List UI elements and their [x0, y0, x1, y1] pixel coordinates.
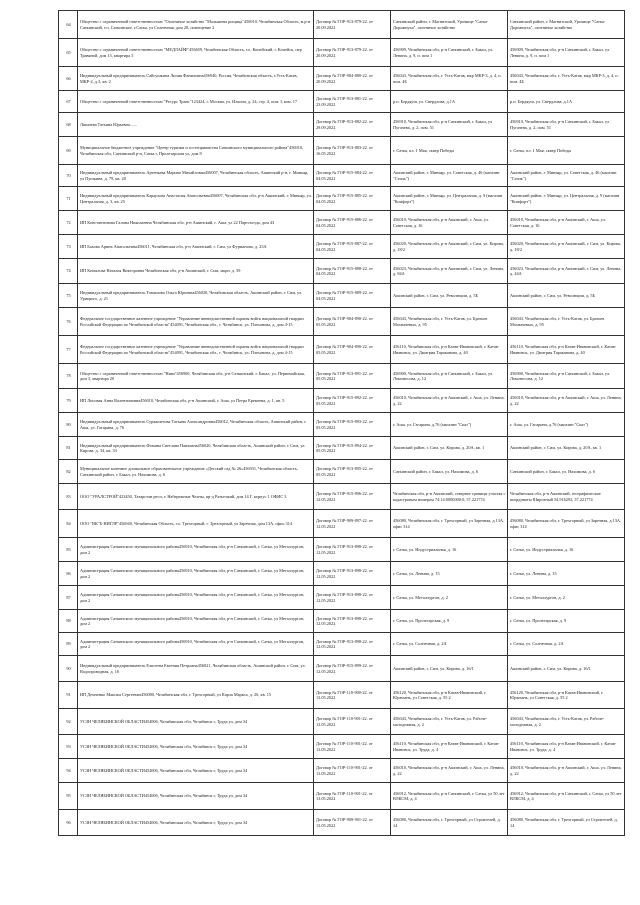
owner-cell: УСЗН ЧЕЛЯБИНСКОЙ ОБЛАСТИ454006, Челябинская обл, Челябинск г, Труда ул, дом 34	[78, 783, 314, 810]
owner-cell: Индивидуальный предприниматель Фомина Светлана Павловна456020, Челябинская область, Ашинский район, г. Сим, ул. Кирова, д. 34, кв. 33	[78, 437, 314, 460]
table-row	[59, 759, 625, 783]
location-cell: 456910, Челябинская обл, р-н Саткинский, г. Бакал, ул Пугачева, д. 2, пом. 51	[508, 113, 625, 137]
location-cell: р.п. Бердяуш, ул. Свердлова, д.1А	[508, 91, 625, 113]
owner-cell: Индивидуальный предприниматель Томашова Ольга Юрьевна456020, Челябинская область, Ашинский район, г. Сим, ул. Урицкого, д. 21	[78, 284, 314, 308]
table-row	[59, 610, 625, 633]
table-row	[59, 413, 625, 437]
row-number: 89	[59, 633, 78, 656]
owner-cell: Индивидуальный предприниматель Караулова Анастасия Анатольевна456007, Челябинская обл, р-н Ашинский, г. Миньяр, ул. Центральная, д. 3, кв. 25	[78, 187, 314, 211]
row-number: 65	[59, 39, 78, 67]
location-cell: Ашинский район, г. Миньяр, ул. Советская, д. 46 (магазин "Стиль")	[508, 165, 625, 187]
location-cell: 456023, Челябинская обл, р-н Ашинский, г. Сим, ул. Ленина, д. 44А	[508, 259, 625, 284]
row-number: 94	[59, 759, 78, 783]
table-row	[59, 562, 625, 586]
owner-cell: УСЗН ЧЕЛЯБИНСКОЙ ОБЛАСТИ454006, Челябинская обл, Челябинск г, Труда ул, дом 34	[78, 759, 314, 783]
row-number: 96	[59, 810, 78, 836]
address-cell: г. Сатка, ул. Металлургов, д. 2	[391, 586, 508, 610]
owner-cell: Лишнева Татьяна Юрьевна.......	[78, 113, 314, 137]
contract-cell: Договор № ГОР-110-900-22. от 13.05.2022	[314, 682, 391, 709]
table-row	[59, 187, 625, 211]
owner-cell: Администрация Саткинского муниципального района456910, Челябинская обл, р-н Саткинский, г. Сатка, ул Металлургов, дом 2	[78, 610, 314, 633]
contract-cell: Договор № ГОР-915-896-22. от 12.05.2022	[314, 484, 391, 510]
owner-cell: ИП Бахова Арина Анатольевна456011, Челябинская обл, р-н Ашинский, г. Сим, ул Фурманова, д. 23А	[78, 235, 314, 259]
address-cell: 456910, Челябинская обл, р-н Саткинский, г. Бакал, ул Пугачева, д. 2, пом. 51	[391, 113, 508, 137]
address-cell: 456043, Челябинская обл, г. Усть-Катав, мкр МКР-3, д. 4, п. пом. 4Б	[391, 67, 508, 91]
contract-cell: Договор № ГОР-915-885-22. от 04.05.2022	[314, 187, 391, 211]
row-number: 77	[59, 336, 78, 364]
address-cell: 456912, Челябинская обл, р-н Саткинский, г. Сатка, ул 50 лет ВЛКСМ, д. 4	[391, 783, 508, 810]
contract-cell: Договор № ГОР-913-898-22. от 12.05.2022	[314, 610, 391, 633]
address-cell: 456043, Челябинская обл, г. Усть-Катав, ул. Рабоче-молодежная, д. 2	[391, 709, 508, 735]
address-cell: г. Сатка, ул. Солнечная, д. 2А	[391, 633, 508, 656]
address-cell: 456900, Челябинская обл, р-н Саткинский, г. Бакал, ул. Ломоносова, д. 12	[391, 364, 508, 389]
table-row	[59, 709, 625, 735]
contract-cell: Договор № ГОР-913-882-22. от 29.09.2022	[314, 113, 391, 137]
address-cell: 456010, Челябинская обл, р-н Ашинский, г. Аша, ул. Ленина, д. 22	[391, 759, 508, 783]
registry-table	[58, 10, 625, 836]
contract-cell: Договор № ГОР-110-901-22. от 13.05.2022	[314, 759, 391, 783]
table-row	[59, 389, 625, 413]
row-number: 91	[59, 682, 78, 709]
row-number: 88	[59, 610, 78, 633]
owner-cell: ООО "ВК"Б-НИГЛР"456940, Челябинская Область, г.о. Трехгорный, г. Трехгорный, ул Заречная, дом 13А, офис 314	[78, 510, 314, 538]
contract-cell: Договор № ГОР-913-898-22. от 12.05.2022	[314, 586, 391, 610]
owner-cell: ИП Константинова Галина Николаевна Челябинская обл, р-н Ашинский, г. Аша, ул 22 Партсъезда, дом 43	[78, 211, 314, 235]
owner-cell: Администрация Саткинского муниципального района456910, Челябинская обл, р-н Саткинский, г. Сатка, ул Металлургов, дом 2	[78, 586, 314, 610]
location-cell: 456080, Челябинская обл, г. Трехгорный, ул Строителей, д. 14	[508, 810, 625, 836]
location-cell: Ашинский район, г. Сим, ул. Кирова, д. 20А, кв. 1	[508, 437, 625, 460]
table-row	[59, 510, 625, 538]
location-cell: 456010, Челябинская обл, р-н Ашинский, г. Аша, ул. Ленина, д. 22	[508, 389, 625, 413]
table-row	[59, 783, 625, 810]
location-cell: 456110, Челябинская обл, р-н Катав-Ивановский, г. Катав-Ивановск, ул. Труда, д. 4	[508, 735, 625, 759]
location-cell: Саткинский район, г. Бакал, ул. Нахимова, д. 6	[508, 460, 625, 484]
row-number: 67	[59, 91, 78, 113]
address-cell: Ашинский район, г. Сим, ул. Кирова, д. 20А, кв. 1	[391, 437, 508, 460]
address-cell: 456043, Челябинская обл, г. Усть-Катав, ул. Братьев Мохначевых, д. 95	[391, 308, 508, 336]
contract-cell: Договор № ГОР-913-898-22. от 12.05.2022	[314, 538, 391, 562]
contract-cell: Договор № ГОР-913-898-22. от 12.05.2022	[314, 562, 391, 586]
location-cell: 456020, Челябинская обл, р-н Ашинский, г. Сим, ул. Кирова, д. 18/2	[508, 235, 625, 259]
location-cell: 456912, Челябинская обл, р-н Саткинский, г. Сатка, ул 50 лет ВЛКСМ, д. 4	[508, 783, 625, 810]
contract-cell: Договор № ГОР-915-886-22. от 04.05.2022	[314, 211, 391, 235]
owner-cell: Федеральное государственное казенное учреждение "Управление вневедомственной охраны войск национальной гвардии Российской Федерации по Челябинской области"454091, Челябинская обл., г. Челябинск, ул. Плеханова, д. дом 4-15	[78, 308, 314, 336]
location-cell: г. Сатка, ул. Ленина, д. 15	[508, 562, 625, 586]
owner-cell: Индивидуальный предприниматель Елисеева Евгения Петровна456021, Челябинская область, Ашинский район, г. Сим, ул. Водопроводная, д. 16	[78, 656, 314, 682]
row-number: 85	[59, 538, 78, 562]
table-row	[59, 633, 625, 656]
row-number: 84	[59, 510, 78, 538]
location-cell: Ашинский район, г. Сим, ул. Кирова, д. 16/1	[508, 656, 625, 682]
owner-cell: Индивидуальный предприниматель Артеньева Марина Михайловна456007, Челябинская область, Ашинский р-н, г. Миньяр, ул Пушкина, д. 79, кв. 28	[78, 165, 314, 187]
row-number: 92	[59, 709, 78, 735]
location-cell: г. Сатка, ул. Солнечная, д. 2А	[508, 633, 625, 656]
address-cell: Ашинский район, г. Сим, ул. Кирова, д. 16/1	[391, 656, 508, 682]
location-cell: г. Аша, ул. Гагарина, д.76 (магазин "Сказ")	[508, 413, 625, 437]
table-row	[59, 460, 625, 484]
row-number: 86	[59, 562, 78, 586]
location-cell: Ашинский район, г. Сим, ул. Революции, д. 5Б	[508, 284, 625, 308]
contract-cell: Договор № ГОР-909-897-22. от 12.05.2022	[314, 510, 391, 538]
address-cell: Ашинский район, г. Миньяр, ул. Советская, д. 46 (магазин "Стиль")	[391, 165, 508, 187]
address-cell: 456120, Челябинская обл, р-н Катав-Ивановский, г. Юрюзань, ул Советская, д. 55 2	[391, 682, 508, 709]
row-number: 79	[59, 389, 78, 413]
row-number: 75	[59, 284, 78, 308]
row-number: 83	[59, 484, 78, 510]
address-cell: 456080, Челябинская обл, г. Трехгорный, ул Строителей, д. 14	[391, 810, 508, 836]
table-row	[59, 211, 625, 235]
row-number: 95	[59, 783, 78, 810]
owner-cell: Общество с ограниченной ответственностью "Охотничье хозяйство "Малышева рощица"456910, Челябинская Область, м.р-н Саткинский, г.п. Саткинское, г.Сатка, ул Солнечная, дом 28, помещение 2	[78, 11, 314, 39]
address-cell: 456023, Челябинская обл, р-н Ашинский, г. Сим, ул. Ленина, д. 84А	[391, 259, 508, 284]
location-cell: Саткинский район, г. Магнитский, Урочище "Сатка-Дорожнуха", охотничье хозяйство	[508, 11, 625, 39]
table-row	[59, 165, 625, 187]
location-cell: 456120, Челябинская обл, р-н Катав-Ивановский, г. Юрюзань, ул Советская, д. 55 2	[508, 682, 625, 709]
address-cell: Саткинский район, г. Магнитский, Урочище "Сатка-Дорожнуха", охотничье хозяйство	[391, 11, 508, 39]
row-number: 78	[59, 364, 78, 389]
location-cell: г. Сатка, пл. 1 Мая, сквер Победы	[508, 137, 625, 165]
owner-cell: ИП Лисовая Анна Валентиновна456010, Челябинская обл, р-н Ашинский, г. Аша, ул Петра Еремеева, д. 1, кв. 5	[78, 389, 314, 413]
table-row	[59, 810, 625, 836]
location-cell: 456909, Челябинская обл, р-н Саткинский, г. Бакал, ул. Ленина, д. 9, п. пом 1	[508, 39, 625, 67]
owner-cell: Общество с ограниченной ответственностью "Ресурс Транс"123424, г. Москва, ул. Ильича, д. 24, стр. 4, пом. I, ком. 17	[78, 91, 314, 113]
location-cell: 456010, Челябинская обл, р-н Ашинский, г. Аша, ул. Советская, д. 16	[508, 211, 625, 235]
row-number: 93	[59, 735, 78, 759]
row-number: 64	[59, 11, 78, 39]
address-cell: 456110, Челябинская обл, р-н Катав-Ивановский, г. Катав-Ивановск, ул. Труда, д. 4	[391, 735, 508, 759]
address-cell: Ашинский район, г. Сим, ул. Революции, д. 5Б	[391, 284, 508, 308]
address-cell: 456909, Челябинская обл, р-н Саткинский, г. Бакал, ул. Ленина, д. 9, п. пом 1	[391, 39, 508, 67]
address-cell: 456080, Челябинская обл, г. Трехгорный, ул Заречная, д.13А, офис 314	[391, 510, 508, 538]
owner-cell: УСЗН ЧЕЛЯБИНСКОЙ ОБЛАСТИ454006, Челябинская обл, Челябинск г, Труда ул, дом 34	[78, 735, 314, 759]
contract-cell: Договор № ГОР-915-893-22. от 05.05.2022	[314, 413, 391, 437]
location-cell: 456043, Челябинская обл, г. Усть-Катав, ул. Рабоче-молодежная, д. 2	[508, 709, 625, 735]
address-cell: 456010, Челябинская обл, р-н Ашинский, г. Аша, ул. Советская, д. 16	[391, 211, 508, 235]
location-cell: 456080, Челябинская обл, г. Трехгорный, ул Заречная, д.13А, офис 314	[508, 510, 625, 538]
contract-cell: Договор № ГОР-915-888-22. от 04.05.2022	[314, 259, 391, 284]
location-cell: г. Сатка, ул. Металлургов, д. 2	[508, 586, 625, 610]
location-cell: 456043, Челябинская обл, г. Усть-Катав, ул. Братьев Мохначевых, д. 95	[508, 308, 625, 336]
contract-cell: Договор № ГОР-915-892-22. от 05.05.2022	[314, 389, 391, 413]
contract-cell: Договор № ГОР-913-879-22. от 20.09.2022	[314, 11, 391, 39]
contract-cell: Договор № ГОР-110-901-22. от 13.05.2022	[314, 783, 391, 810]
address-cell: г. Сатка, пл. 1 Мая, сквер Победы	[391, 137, 508, 165]
row-number: 90	[59, 656, 78, 682]
row-number: 72	[59, 211, 78, 235]
table-row	[59, 682, 625, 709]
owner-cell: Администрация Саткинского муниципального района456910, Челябинская обл, р-н Саткинский, г. Сатка, ул Металлургов, дом 2	[78, 562, 314, 586]
owner-cell: Муниципальное бюджетное учреждение "Центр туризма и гостеприимства Саткинского муниципального района"456910, Челябинская обл, Саткинский р-н, Сатка г, Пролетарская ул, дом 8	[78, 137, 314, 165]
address-cell: 456110, Челябинская обл, р-н Катав-Ивановский, г. Катав-Ивановск, ул. Дмитрия Тараканова, д. 40	[391, 336, 508, 364]
contract-cell: Договор № ГОР-904-880-22. от 20.09.2022	[314, 67, 391, 91]
row-number: 80	[59, 413, 78, 437]
contract-cell: Договор № ГОР-915-894-22. от 05.05.2022	[314, 437, 391, 460]
owner-cell: УСЗН ЧЕЛЯБИНСКОЙ ОБЛАСТИ454006, Челябинская обл, Челябинск г, Труда ул, дом 34	[78, 709, 314, 735]
contract-cell: Договор № ГОР-110-901-22. от 13.05.2022	[314, 735, 391, 759]
owner-cell: ИП Копылова Наталья Викторовна Челябинская обл, р-н Ашинский, г. Сим, мкрн. д. 39	[78, 259, 314, 284]
contract-cell: Договор № ГОР-913-881-22. от 23.09.2022	[314, 91, 391, 113]
owner-cell: Индивидуальный предприниматель Суркашетова Татьяна Александровна456012, Челябинская область, Ашинский район, г. Аша, ул. Гагарина, д. 76	[78, 413, 314, 437]
table-row	[59, 735, 625, 759]
row-number: 66	[59, 67, 78, 91]
contract-cell: Договор № ГОР-915-884-22. от 04.05.2022	[314, 165, 391, 187]
contract-cell: Договор № ГОР-110-901-22. от 13.05.2022	[314, 709, 391, 735]
table-row	[59, 437, 625, 460]
row-number: 76	[59, 308, 78, 336]
table-row	[59, 484, 625, 510]
row-number: 74	[59, 259, 78, 284]
contract-cell: Договор № ГОР-913-891-22. от 05.05.2022	[314, 364, 391, 389]
address-cell: г. Сатка, ул. Ленина, д. 15	[391, 562, 508, 586]
registry-table-body	[59, 11, 625, 836]
table-row	[59, 586, 625, 610]
address-cell: Челябинская обл, р-н Ашинский, севернее границы участка с кадастровым номером 74:14:0000000:0, 57.221774	[391, 484, 508, 510]
table-row	[59, 39, 625, 67]
table-row	[59, 336, 625, 364]
table-row	[59, 67, 625, 91]
table-row	[59, 364, 625, 389]
contract-cell: Договор № ГОР-913-895-22. от 05.05.2022	[314, 460, 391, 484]
row-number: 68	[59, 113, 78, 137]
owner-cell: Администрация Саткинского муниципального района456910, Челябинская обл, р-н Саткинский, г. Сатка, ул Металлургов, дом 2	[78, 633, 314, 656]
contract-cell: Договор № ГОР-915-899-22. от 12.05.2022	[314, 656, 391, 682]
address-cell: р.п. Бердяуш, ул. Свердлова, д.1А	[391, 91, 508, 113]
owner-cell: Общество с ограниченной ответственностью "МЕДЛАЙФ"456659, Челябинская Область, г.о. Копейский, г. Копейск, пер Травяной, дом 13, квартира 5	[78, 39, 314, 67]
location-cell: Ашинский район, г. Миньяр, ул. Центральная, д. 9 (магазин "Комфорт")	[508, 187, 625, 211]
address-cell: г. Аша, ул. Гагарина, д.76 (магазин "Сказ")	[391, 413, 508, 437]
contract-cell: Договор № ГОР-909-901-22. от 13.05.2022	[314, 810, 391, 836]
row-number: 82	[59, 460, 78, 484]
owner-cell: Муниципальное казенное дошкольное образовательное учреждение «Детский сад № 26»456931, Челябинская область, Саткинский район, г. Бакал, ул. Нахимова, д. 6	[78, 460, 314, 484]
location-cell: 456110, Челябинская обл, р-н Катав-Ивановский, г. Катав-Ивановск, ул. Дмитрия Тараканова, д. 40	[508, 336, 625, 364]
address-cell: Саткинский район, г. Бакал, ул. Нахимова, д. 6	[391, 460, 508, 484]
location-cell: 456010, Челябинская обл, р-н Ашинский, г. Аша, ул. Ленина, д. 22	[508, 759, 625, 783]
row-number: 73	[59, 235, 78, 259]
owner-cell: ООО "УРАЛСТРОЙ"423450, Татарстан респ, г. Набережные Челны, пр-д Разъезжий, дом 14 Г, корпус 1 ОФИС 3	[78, 484, 314, 510]
address-cell: 456010, Челябинская обл, р-н Ашинский, г. Аша, ул. Ленина, д. 22	[391, 389, 508, 413]
table-row	[59, 113, 625, 137]
contract-cell: Договор № ГОР-913-883-22. от 16.05.2022	[314, 137, 391, 165]
location-cell: 456900, Челябинская обл, р-н Саткинский, г. Бакал, ул. Ломоносова, д. 12	[508, 364, 625, 389]
address-cell: г. Сатка, ул. Индустриальная, д. 16	[391, 538, 508, 562]
table-row	[59, 259, 625, 284]
address-cell: 456020, Челябинская обл, р-н Ашинский, г. Сим, ул. Кирова, д. 18/2	[391, 235, 508, 259]
location-cell: Челябинская обл, р-н Ашинский, географические координаты Широтный 54.916292, 57.221774	[508, 484, 625, 510]
row-number: 71	[59, 187, 78, 211]
owner-cell: Администрация Саткинского муниципального района456910, Челябинская обл, р-н Саткинский, г. Сатка, ул Металлургов, дом 2	[78, 538, 314, 562]
table-row	[59, 284, 625, 308]
owner-cell: Общество с ограниченной ответственностью "Нива"456900, Челябинская обл, р-н Саткинский, г. Бакал, ул. Первомайская, дом 3, квартира 20	[78, 364, 314, 389]
contract-cell: Договор № ГОР-913-898-22. от 12.05.2022	[314, 633, 391, 656]
table-row	[59, 235, 625, 259]
table-row	[59, 91, 625, 113]
location-cell: г. Сатка, ул. Пролетарская, д. 9	[508, 610, 625, 633]
contract-cell: Договор № ГОР-904-890-22. от 05.05.2022	[314, 308, 391, 336]
row-number: 70	[59, 165, 78, 187]
table-row	[59, 308, 625, 336]
contract-cell: Договор № ГОР-915-887-22. от 04.05.2022	[314, 235, 391, 259]
table-row	[59, 11, 625, 39]
address-cell: Ашинский район, г. Миньяр, ул. Центральная, д. 9 (магазин "Комфорт")	[391, 187, 508, 211]
contract-cell: Договор № ГОР-915-889-22. от 04.05.2022	[314, 284, 391, 308]
owner-cell: Федеральное государственное казенное учреждение "Управление вневедомственной охраны войск национальной гвардии Российской Федерации по Челябинской области"454091, Челябинская обл., г. Челябинск, ул. Плеханова, д. дом 4-15	[78, 336, 314, 364]
row-number: 87	[59, 586, 78, 610]
table-row	[59, 137, 625, 165]
contract-cell: Договор № ГОР-904-890-22. от 05.05.2022	[314, 336, 391, 364]
table-row	[59, 538, 625, 562]
contract-cell: Договор № ГОР-913-879-22. от 20.09.2022	[314, 39, 391, 67]
location-cell: 456043, Челябинская обл, г. Усть-Катав, мкр МКР-3, д. 4, п. пом. 4Б	[508, 67, 625, 91]
row-number: 69	[59, 137, 78, 165]
owner-cell: УСЗН ЧЕЛЯБИНСКОЙ ОБЛАСТИ454006, Челябинская обл, Челябинск г, Труда ул, дом 34	[78, 810, 314, 836]
owner-cell: ИП Демченко Максим Сергеевич456080, Челябинская обл, г. Трехгорный, ул Карла Маркса, д. 26, кв. 15	[78, 682, 314, 709]
row-number: 81	[59, 437, 78, 460]
owner-cell: Индивидуальный предприниматель Сайгушкина Лилия Фаниловна456940, Россия, Челябинская область, г.Усть-Катав, МКР-2, д.3, кв. 2	[78, 67, 314, 91]
address-cell: г. Сатка, ул. Пролетарская, д. 9	[391, 610, 508, 633]
location-cell: г. Сатка, ул. Индустриальная, д. 16	[508, 538, 625, 562]
table-row	[59, 656, 625, 682]
